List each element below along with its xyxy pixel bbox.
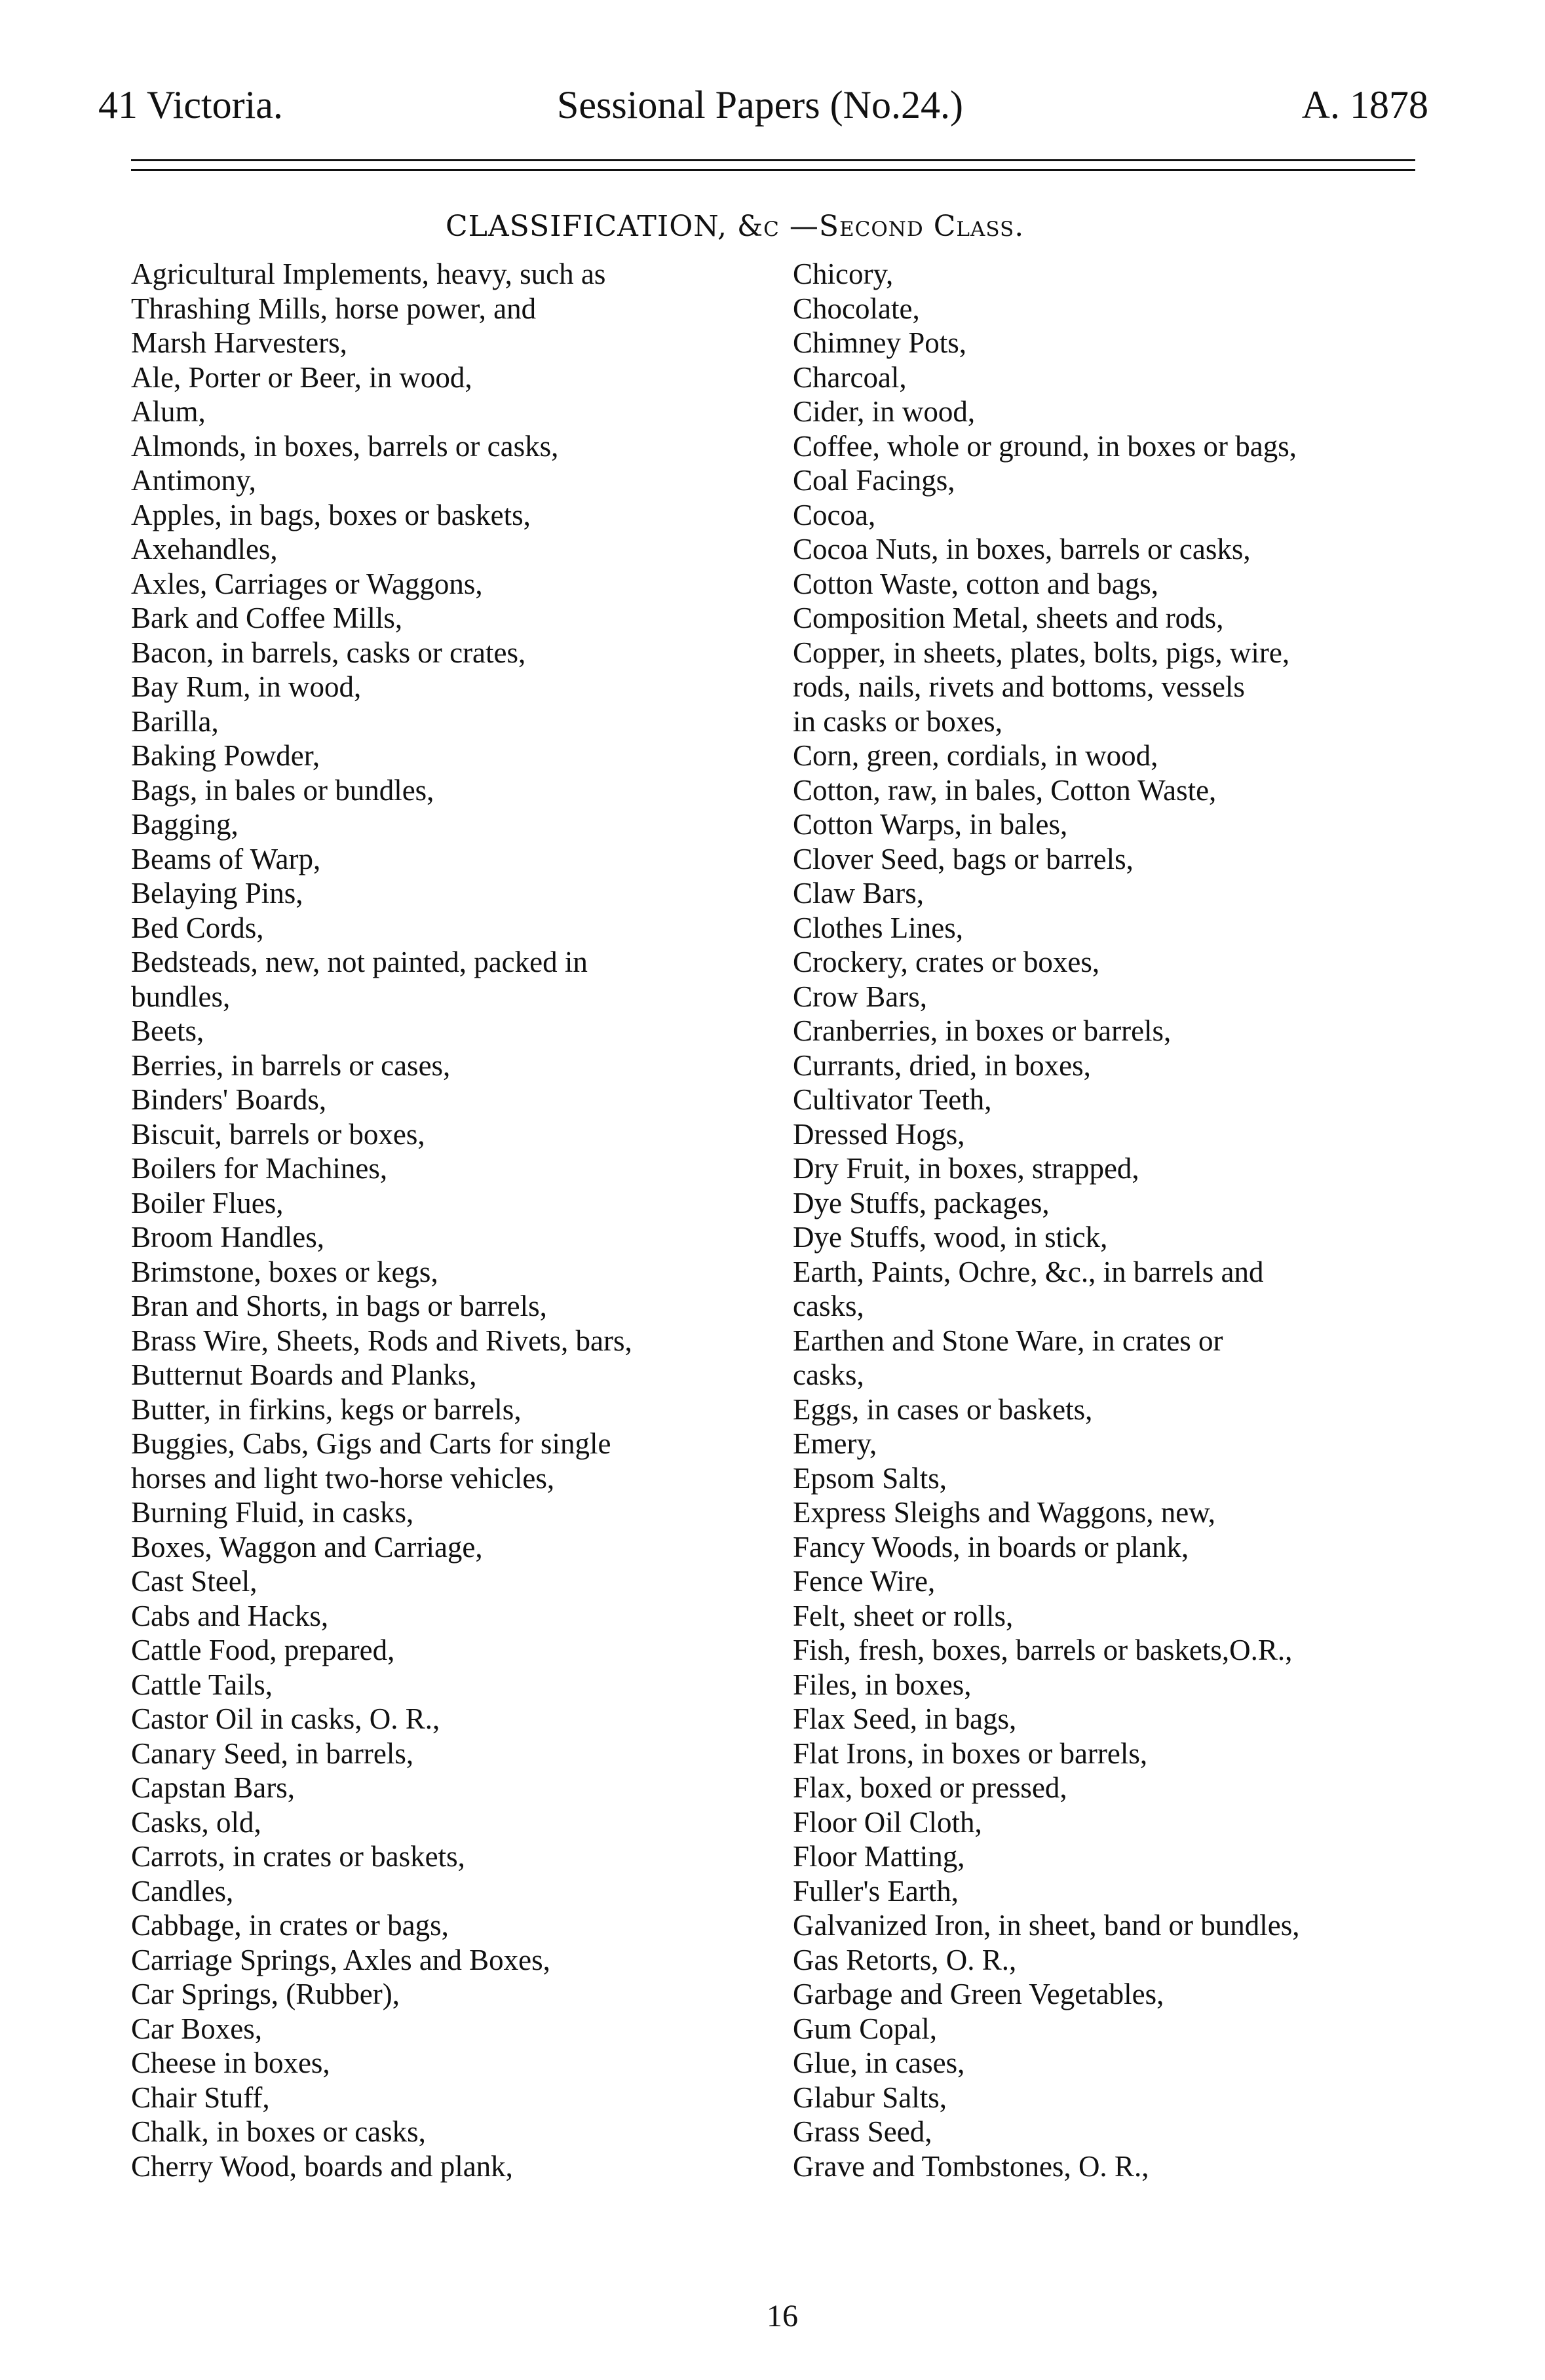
list-item-line: Car Springs, (Rubber), [131,1978,400,2010]
list-item [793,1495,1441,1530]
list-item [793,1943,1441,1978]
list-item [131,532,786,567]
list-item [131,1633,786,1668]
list-item [131,1737,786,1771]
list-item [793,498,1441,533]
list-item [793,773,1441,808]
list-item-line: Floor Matting, [793,1840,965,1873]
list-item-line: Chair Stuff, [131,2081,270,2114]
list-item-line: Cabs and Hacks, [131,1599,329,1632]
list-item [793,326,1441,360]
list-item-line: Coffee, whole or ground, in boxes or bags, [793,429,1297,463]
list-item [793,1599,1441,1634]
list-item [131,1014,786,1048]
list-item-line: Flax Seed, in bags, [793,1702,1017,1735]
list-item [131,360,786,395]
list-item-line: Casks, old, [131,1805,261,1839]
list-item [793,1324,1441,1392]
list-item-line: in casks or boxes, [793,704,1002,738]
list-item-line: Bed Cords, [131,911,264,944]
list-item [131,1151,786,1186]
list-item-line: Flax, boxed or pressed, [793,1771,1067,1804]
list-item [793,1771,1441,1805]
list-item-line: Crockery, crates or boxes, [793,946,1100,978]
list-item-line: Emery, [793,1427,877,1460]
list-item-line: Clover Seed, bags or barrels, [793,842,1134,875]
list-item-line: Carriage Springs, Axles and Boxes, [131,1943,550,1976]
list-item-line: Dressed Hogs, [793,1117,965,1151]
list-item-line: Agricultural Implements, heavy, such as [131,258,606,290]
list-item-line: Beams of Warp, [131,842,321,875]
list-item-line: Cultivator Teeth, [793,1083,992,1116]
list-item-line: Baking Powder, [131,739,320,772]
list-item-line: Broom Handles, [131,1221,324,1254]
list-item [131,911,786,946]
list-item-line: Cherry Wood, boards and plank, [131,2149,513,2183]
list-item [131,1220,786,1255]
list-item [131,704,786,739]
list-item-line: Earthen and Stone Ware, in crates or [793,1324,1223,1357]
list-item-line: Biscuit, barrels or boxes, [131,1117,425,1151]
list-item-line: Cotton Warps, in bales, [793,808,1068,841]
list-item [131,2149,786,2184]
list-item [131,601,786,636]
list-item [793,257,1441,292]
list-item [131,1874,786,1909]
list-item-line: Grass Seed, [793,2115,932,2148]
list-item [131,1564,786,1599]
list-item [793,1461,1441,1496]
list-item-line: Burning Fluid, in casks, [131,1496,414,1529]
list-item-line: Dry Fruit, in boxes, strapped, [793,1152,1139,1185]
list-item [793,807,1441,842]
list-item [793,876,1441,911]
list-item-line: Chocolate, [793,292,920,325]
list-item [793,1014,1441,1048]
list-item-line: Boxes, Waggon and Carriage, [131,1530,483,1564]
list-item-line: Beets, [131,1014,204,1047]
list-item-line: Butternut Boards and Planks, [131,1358,477,1391]
list-item-line: Bedsteads, new, not painted, packed in [131,946,588,978]
list-item [131,670,786,704]
list-item-line: Fancy Woods, in boards or plank, [793,1530,1189,1564]
list-item-line: Glabur Salts, [793,2081,947,2114]
list-item [131,1702,786,1737]
list-item [793,911,1441,946]
list-item [793,842,1441,877]
list-item [793,1839,1441,1874]
list-item-line: Gas Retorts, O. R., [793,1943,1017,1976]
list-item-line: Eggs, in cases or baskets, [793,1392,1093,1426]
list-item [131,739,786,773]
list-item [793,2115,1441,2149]
list-item [131,2046,786,2081]
list-item [131,1289,786,1324]
list-item-line: Axles, Carriages or Waggons, [131,567,483,600]
list-item-line: Almonds, in boxes, barrels or casks, [131,429,559,463]
list-item [793,1220,1441,1255]
list-item-line: Car Boxes, [131,2012,262,2045]
list-item-line: Cotton Waste, cotton and bags, [793,567,1158,600]
list-item-line: Bay Rum, in wood, [131,670,362,703]
list-item-line: Fuller's Earth, [793,1874,959,1908]
list-item-line: Bagging, [131,808,238,841]
list-item-line: Claw Bars, [793,877,924,910]
list-item [131,1908,786,1943]
list-item-line: Cast Steel, [131,1565,258,1598]
list-item [793,1255,1441,1324]
list-item [793,1702,1441,1737]
list-item-line: Fence Wire, [793,1565,936,1598]
list-item [131,1117,786,1152]
list-item [131,463,786,498]
list-item [793,1564,1441,1599]
list-item-line: Bark and Coffee Mills, [131,602,403,634]
list-item-line: Crow Bars, [793,980,927,1013]
list-item-line: Composition Metal, sheets and rods, [793,602,1224,634]
list-item-line: Barilla, [131,704,219,738]
header-sessional-papers: Sessional Papers (No.24.) [557,83,963,126]
list-item [793,1668,1441,1702]
list-item [131,1668,786,1702]
list-item-line: Copper, in sheets, plates, bolts, pigs, wire, [793,636,1290,669]
list-item [793,739,1441,773]
list-item [793,532,1441,567]
list-item-line: Cotton, raw, in bales, Cotton Waste, [793,773,1217,807]
list-item-line: rods, nails, rivets and bottoms, vessels [793,670,1245,703]
list-item [131,1392,786,1427]
list-item [131,429,786,464]
list-item [131,1255,786,1290]
list-item [793,2081,1441,2115]
list-item [131,498,786,533]
section-title-main: CLASSIFICATION, [446,210,727,243]
list-item [131,1324,786,1358]
list-item-line: Currants, dried, in boxes, [793,1048,1091,1082]
list-item-line: Boiler Flues, [131,1186,284,1219]
list-item [131,1083,786,1117]
list-item [131,2012,786,2046]
list-item [131,2081,786,2115]
list-item-line: Galvanized Iron, in sheet, band or bundles, [793,1909,1300,1942]
list-item [793,2046,1441,2081]
list-item-line: Brimstone, boxes or kegs, [131,1255,438,1288]
list-item [131,842,786,877]
list-item [793,1737,1441,1771]
list-item [793,1083,1441,1117]
list-item-line: Cider, in wood, [793,395,976,428]
list-item [131,1495,786,1530]
list-item-line: Axehandles, [131,533,278,566]
list-item-line: Apples, in bags, boxes or baskets, [131,498,531,531]
list-item-line: Gum Copal, [793,2012,937,2045]
list-item [793,601,1441,636]
list-item [131,876,786,911]
list-item-line: Alum, [131,395,206,428]
list-item-line: Thrashing Mills, horse power, and [131,292,537,325]
list-item-line: Glue, in cases, [793,2046,965,2079]
list-item [131,773,786,808]
list-item [131,1839,786,1874]
list-item [793,360,1441,395]
list-item-line: Buggies, Cabs, Gigs and Carts for single [131,1427,611,1460]
list-item-line: casks, [793,1290,864,1322]
list-item [131,1599,786,1634]
list-item [131,1943,786,1978]
list-item-line: Dye Stuffs, wood, in stick, [793,1221,1108,1254]
list-item [793,1977,1441,2012]
list-item-line: Chimney Pots, [793,326,967,359]
list-item-line: Earth, Paints, Ochre, &c., in barrels and [793,1255,1264,1288]
list-item-line: Cattle Food, prepared, [131,1634,395,1666]
list-item [793,1805,1441,1840]
list-item-line: Cabbage, in crates or bags, [131,1909,449,1942]
section-title [446,208,1024,245]
list-item-line: casks, [793,1358,864,1391]
right-column-list [793,257,1441,2183]
list-item-line: Bran and Shorts, in bags or barrels, [131,1290,547,1322]
header-rule-bottom [131,169,1415,171]
page-header [98,79,1428,131]
list-item-line: horses and light two-horse vehicles, [131,1461,555,1495]
list-item-line: Canary Seed, in barrels, [131,1737,414,1770]
list-item-line: Charcoal, [793,360,907,394]
list-item [131,394,786,429]
list-item-line: Binders' Boards, [131,1083,327,1116]
header-volume: 41 Victoria. [98,83,283,126]
list-item [793,1048,1441,1083]
list-item-line: Antimony, [131,464,256,497]
section-title-sub: &c —Second Class. [736,210,1025,243]
list-item [793,1392,1441,1427]
list-item [131,1186,786,1221]
list-item-line: Felt, sheet or rolls, [793,1599,1014,1632]
list-item [793,1874,1441,1909]
list-item [793,945,1441,980]
list-item [793,292,1441,326]
list-item-line: Cocoa, [793,498,876,531]
list-item [793,1633,1441,1668]
list-item [793,636,1441,739]
list-item [793,394,1441,429]
list-item [131,1530,786,1565]
list-item [793,1117,1441,1152]
list-item [793,429,1441,464]
list-item-line: Corn, green, cordials, in wood, [793,739,1158,772]
list-item [793,1908,1441,1943]
left-column-list [131,257,786,2183]
list-item-line: Marsh Harvesters, [131,326,347,359]
list-item [793,567,1441,602]
list-item [131,1048,786,1083]
list-item-line: Chalk, in boxes or casks, [131,2115,426,2148]
list-item [793,1427,1441,1461]
list-item-line: Grave and Tombstones, O. R., [793,2149,1149,2183]
list-item-line: Garbage and Green Vegetables, [793,1978,1164,2010]
list-item [131,1805,786,1840]
header-year: A. 1878 [1301,83,1428,126]
list-item-line: Butter, in firkins, kegs or barrels, [131,1392,522,1426]
page-number: 16 [767,2299,798,2333]
list-item-line: Brass Wire, Sheets, Rods and Rivets, bars, [131,1324,632,1357]
list-item-line: Berries, in barrels or cases, [131,1048,451,1082]
list-item-line: Cattle Tails, [131,1668,273,1701]
list-item [131,807,786,842]
list-item-line: Capstan Bars, [131,1771,295,1804]
list-item [131,1358,786,1392]
list-item [793,980,1441,1014]
list-item-line: Cranberries, in boxes or barrels, [793,1014,1172,1047]
list-item [131,2115,786,2149]
list-item-line: Flat Irons, in boxes or barrels, [793,1737,1148,1770]
list-item [131,1427,786,1495]
list-item-line: Coal Facings, [793,464,955,497]
list-item-line: Files, in boxes, [793,1668,972,1701]
list-item [131,1977,786,2012]
list-item-line: Clothes Lines, [793,911,963,944]
list-item-line: Cocoa Nuts, in boxes, barrels or casks, [793,533,1251,566]
list-item [793,1151,1441,1186]
list-item-line: Dye Stuffs, packages, [793,1186,1050,1219]
list-item-line: Candles, [131,1874,234,1908]
list-item [793,1530,1441,1565]
list-item [131,1771,786,1805]
list-item [131,945,786,1014]
list-item-line: Fish, fresh, boxes, barrels or baskets,O.R., [793,1634,1293,1666]
list-item-line: Castor Oil in casks, O. R., [131,1702,440,1735]
list-item-line: bundles, [131,980,231,1013]
list-item-line: Bacon, in barrels, casks or crates, [131,636,526,669]
list-item-line: Carrots, in crates or baskets, [131,1840,465,1873]
list-item [793,2149,1441,2184]
list-item [793,463,1441,498]
list-item [793,1186,1441,1221]
header-rule-top [131,159,1415,161]
list-item-line: Floor Oil Cloth, [793,1805,982,1839]
list-item-line: Belaying Pins, [131,877,303,910]
list-item [131,567,786,602]
list-item-line: Express Sleighs and Waggons, new, [793,1496,1216,1529]
list-item-line: Cheese in boxes, [131,2046,330,2079]
list-item [131,636,786,670]
list-item-line: Boilers for Machines, [131,1152,388,1185]
list-item-line: Chicory, [793,258,894,290]
list-item-line: Ale, Porter or Beer, in wood, [131,360,472,394]
list-item [131,257,786,360]
list-item-line: Epsom Salts, [793,1461,947,1495]
list-item [793,2012,1441,2046]
list-item-line: Bags, in bales or bundles, [131,773,434,807]
